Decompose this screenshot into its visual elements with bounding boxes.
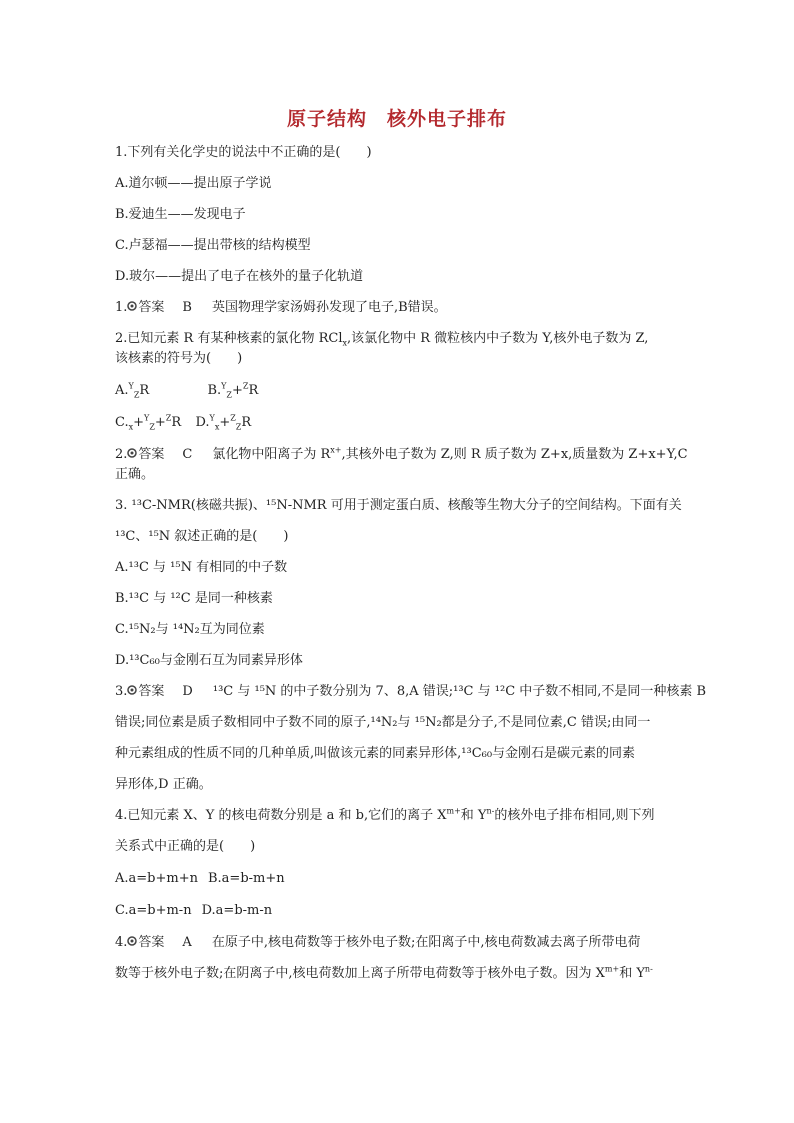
plus-sign: +: [154, 415, 166, 430]
option-label: C.: [115, 415, 129, 430]
q2-options-cd: [115, 413, 680, 433]
answer-explanation: 氯化物中阳离子为 R: [212, 447, 331, 462]
q2-stem-line-1: [115, 329, 680, 349]
plus-sign: +: [133, 415, 145, 430]
answer-label: 答案: [138, 300, 165, 315]
q3-stem-line-2: ¹³C、¹⁵N 叙述正确的是( ): [115, 529, 289, 544]
q1-option-d: D.玻尔——提出了电子在核外的量子化轨道: [115, 269, 364, 284]
q4-stem-text: 4.已知元素 X、Y 的核电荷数分别是 a 和 b,它们的离子 X: [115, 808, 447, 823]
q4-stem-text: 的核外电子排布相同,则下列: [494, 808, 655, 823]
q3-option-c: C.¹⁵N₂与 ¹⁴N₂互为同位素: [115, 622, 265, 637]
option-label: D.: [195, 415, 210, 430]
nuclide-charge: x: [128, 422, 134, 432]
q2-option-a: [115, 383, 149, 398]
answer-number: 4.: [115, 935, 128, 950]
q4-stem-line-2: 关系式中正确的是( ): [115, 839, 256, 854]
nuclide-mass: Y: [209, 413, 215, 423]
answer-mark-icon: [127, 682, 138, 702]
q4-option-d: D.a=b-m-n: [201, 903, 273, 918]
q1-option-a: A.道尔顿——提出原子学说: [115, 176, 272, 191]
answer-number: 1.: [115, 300, 128, 315]
nuclide-mass: Z: [242, 381, 249, 391]
charge-superscript: x+: [330, 445, 342, 455]
option-label: A.: [115, 383, 129, 398]
answer-label: 答案: [138, 447, 165, 462]
q2-option-d: [195, 415, 251, 430]
nuclide-symbol: R: [241, 415, 252, 430]
q4-stem-text: 和 Y: [460, 808, 487, 823]
q3-option-a: A.¹³C 与 ¹⁵N 有相同的中子数: [115, 560, 288, 575]
q1-option-b: B.爱迪生——发现电子: [115, 207, 246, 222]
q2-stem-line-2: 该核素的符号为( ): [115, 351, 243, 366]
q1-option-c: C.卢瑟福——提出带核的结构模型: [115, 238, 311, 253]
q3-stem-line-1: 3. ¹³C-NMR(核磁共振)、¹⁵N-NMR 可用于测定蛋白质、核酸等生物大分子的空间结构。下面有关: [115, 498, 682, 513]
answer-key: B: [182, 300, 192, 315]
page-title: 原子结构 核外电子排布: [286, 108, 507, 130]
plus-sign: +: [219, 415, 231, 430]
nuclide-charge: Z: [235, 422, 242, 432]
answer-key: C: [182, 447, 193, 462]
nuclide-charge: x: [214, 422, 220, 432]
q4-answer: [115, 933, 680, 953]
nuclide-symbol: R: [171, 415, 182, 430]
nuclide-mass: Y: [221, 381, 227, 391]
q4-options-ab: [115, 869, 680, 889]
q2-subscript: x: [342, 338, 347, 348]
nuclide-charge: Z: [133, 390, 140, 400]
q3-option-d: D.¹³C₆₀与金刚石互为同素异形体: [115, 653, 303, 668]
answer-mark-icon: [127, 933, 138, 953]
charge-superscript: m+: [604, 964, 620, 974]
answer-explanation: 和 Y: [619, 966, 645, 981]
answer-explanation: 在原子中,核电荷数等于核外电子数;在阳离子中,核电荷数减去离子所带电荷: [211, 935, 641, 950]
q2-option-c: [115, 415, 181, 430]
q3-answer: [115, 682, 707, 702]
q4-option-a: A.a=b+m+n: [115, 871, 198, 886]
nuclide-charge: Z: [226, 390, 232, 400]
answer-explanation: ,其核外电子数为 Z,则 R 质子数为 Z+x,质量数为 Z+x+Y,C: [341, 447, 688, 462]
answer-key: A: [182, 935, 192, 950]
answer-mark-icon: [127, 298, 138, 318]
nuclide-mass: Y: [128, 381, 134, 391]
charge-superscript: n-: [644, 964, 653, 974]
q4-options-cd: [115, 901, 680, 921]
nuclide-mass: Z: [230, 413, 236, 423]
nuclide-charge: Z: [149, 422, 155, 432]
q3-option-b: B.¹³C 与 ¹²C 是同一种核素: [115, 591, 273, 606]
q1-stem: 1.下列有关化学史的说法中不正确的是( ): [115, 145, 372, 160]
nuclide-mass: Z: [165, 413, 172, 423]
content: [115, 143, 707, 984]
q1-answer: [115, 298, 680, 318]
answer-explanation: ¹³C 与 ¹⁵N 的中子数分别为 7、8,A 错误;¹³C 与 ¹²C 中子数不相同,不是同一种核素 B: [212, 684, 707, 699]
nuclide-symbol: R: [139, 383, 150, 398]
q2-option-b: [207, 383, 258, 398]
answer-mark-icon: [127, 445, 138, 465]
q2-stem-text: ,该氯化物中 R 微粒核内中子数为 Y,核外电子数为 Z,: [347, 331, 649, 346]
q2-stem-text: 2.已知元素 R 有某种核素的氯化物 RCl: [115, 331, 343, 346]
q2-answer: [115, 445, 688, 465]
q3-answer-line-2: 错误;同位素是质子数相同中子数不同的原子,¹⁴N₂与 ¹⁵N₂都是分子,不是同位素,C 错误;由同一: [115, 715, 651, 730]
nuclide-symbol: R: [248, 383, 259, 398]
answer-key: D: [182, 684, 193, 699]
answer-label: 答案: [138, 935, 165, 950]
q4-stem-line-1: [115, 806, 680, 826]
charge-superscript: n-: [486, 806, 495, 816]
plus-sign: +: [231, 383, 243, 398]
answer-explanation: 英国物理学家汤姆孙发现了电子,B错误。: [211, 300, 447, 315]
answer-label: 答案: [138, 684, 165, 699]
q2-answer-line-2: 正确。: [115, 467, 155, 482]
nuclide-mass: Y: [144, 413, 150, 423]
q2-options-ab: [115, 381, 680, 401]
answer-explanation: 数等于核外电子数;在阴离子中,核电荷数加上离子所带电荷数等于核外电子数。因为 X: [115, 966, 605, 981]
q3-answer-line-3: 种元素组成的性质不同的几种单质,叫做该元素的同素异形体,¹³C₆₀与金刚石是碳元素的同素: [115, 746, 636, 761]
q4-answer-line-2: [115, 964, 680, 984]
q3-answer-line-4: 异形体,D 正确。: [115, 777, 212, 792]
answer-number: 3.: [115, 684, 128, 699]
q4-option-c: C.a=b+m-n: [115, 903, 192, 918]
answer-number: 2.: [115, 447, 128, 462]
q4-option-b: B.a=b-m+n: [207, 871, 285, 886]
charge-superscript: m+: [446, 806, 461, 816]
option-label: B.: [207, 383, 222, 398]
